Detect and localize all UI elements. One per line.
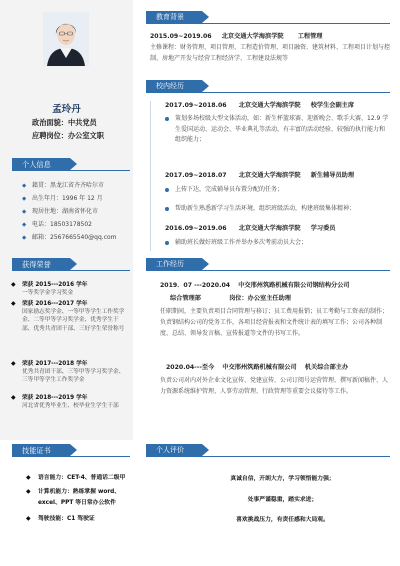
work-company: 中交邢州筑路机械有限公司 — [222, 364, 297, 371]
bullet-dot-icon — [165, 241, 169, 245]
info-residence — [22, 206, 98, 215]
campus-point — [175, 238, 390, 249]
section-divider — [146, 23, 390, 24]
info-email-text: 邮箱：2567665540@qq.com — [32, 234, 117, 241]
work-entry-subheader — [170, 293, 291, 302]
bullet-dot-icon — [165, 188, 169, 192]
diamond-bullet-icon: ◆ — [26, 474, 31, 481]
info-birth — [22, 193, 103, 202]
skill-text: 计算机能力：熟练掌握 word、excel、PPT 等日常办公软件 — [38, 489, 121, 506]
work-entry-header — [160, 280, 350, 289]
calendar-icon: ◆ — [22, 196, 27, 202]
political-value: 中共党员 — [67, 118, 97, 127]
pin-icon: ◆ — [22, 183, 27, 189]
award-item — [11, 394, 130, 410]
section-divider — [12, 456, 130, 457]
education-header — [150, 31, 323, 40]
political-status — [32, 118, 97, 128]
skill-item — [26, 487, 133, 508]
award-detail: 国家励志奖学金、一等甲等学生工作奖学金、二等甲等学习奖学金、优秀学生干部、优秀共青团干部、三好学生荣誉称号 — [22, 309, 125, 332]
position-label: 应聘岗位： — [32, 131, 68, 140]
diamond-bullet-icon: ◆ — [11, 360, 16, 367]
section-divider — [12, 270, 130, 271]
campus-entry-header — [165, 170, 354, 179]
mail-icon: ◆ — [22, 235, 27, 241]
political-label: 政治面貌： — [32, 118, 68, 127]
campus-entry-header — [165, 100, 354, 109]
campus-point-text: 帮助新生熟悉新学习生活环境，组织班级活动，构建班级集体精神； — [175, 205, 356, 212]
work-description: 任职期间，主要负责项目合同管理与移订；员工费用报销；员工考勤与工资表的制作；负责钢结构公司的党务工作，各项目经营报表和文件统计表的填写工作；公司各种制度、总结、领导发言稿、宣传报道等文件的书写工作。 — [160, 308, 389, 337]
award-item — [11, 360, 130, 385]
campus-org: 北京交通大学海滨学院 — [238, 225, 301, 232]
work-role: 岗位：办公室主任助理 — [229, 295, 291, 302]
award-item — [11, 281, 130, 297]
section-title-evaluation: 个人评价 — [146, 444, 202, 456]
work-period: 2020.04---至今 — [166, 364, 215, 371]
phone-icon: ◆ — [22, 222, 27, 228]
section-title-work: 工作经历 — [146, 258, 202, 270]
campus-org: 北京交通大学海滨学院 — [238, 102, 301, 109]
work-description: 负责公司对内对外企业文化宣传、党建宣传、公司订阅号运营管理、撰写新闻稿件、人力资源系统维护管理、人事劳动管理、行政管理等重要会议接待等工作。 — [160, 377, 389, 395]
bullet-dot-icon — [165, 117, 169, 121]
award-year: 荣获 2016---2017 学年 — [22, 301, 88, 307]
award-year: 荣获 2015---2016 学年 — [22, 282, 88, 288]
education-period: 2015.09~2019.06 — [150, 33, 212, 40]
evaluation-line: 喜欢挑战压力，有责任感和大局观。 — [236, 517, 329, 523]
campus-point-text: 上传下达，完成辅导员布置分配的任务； — [175, 186, 284, 193]
campus-role: 学习委员 — [310, 225, 336, 232]
section-divider — [12, 170, 130, 171]
work-entry-header — [166, 362, 348, 371]
award-detail: 优秀共青团干部、三等甲等学习奖学金、三等甲等学生工作奖学金 — [22, 369, 125, 384]
section-title-personal: 个人信息 — [12, 158, 70, 171]
evaluation-line: 真诚自信，开朗大方，学习领悟能力强； — [230, 476, 335, 482]
campus-role: 校学生会副主席 — [310, 102, 355, 109]
award-item — [11, 300, 130, 333]
info-hometown-text: 籍贯：黑龙江省齐齐哈尔市 — [32, 182, 105, 189]
section-title-education: 教育背景 — [146, 11, 202, 23]
education-major: 工程管理 — [297, 33, 323, 40]
diamond-bullet-icon: ◆ — [26, 515, 31, 522]
applied-position — [32, 131, 104, 141]
section-divider — [146, 270, 390, 271]
skill-text: 驾驶技能：C1 驾驶证 — [38, 516, 95, 522]
evaluation-line: 处事严谨稳重，踏实求进； — [247, 497, 318, 503]
section-divider — [146, 456, 390, 457]
campus-period: 2017.09~2018.07 — [165, 172, 227, 179]
info-email — [22, 232, 117, 241]
work-company: 中交邢州筑路机械有限公司钢结构分公司 — [238, 282, 350, 289]
home-icon: ◆ — [22, 209, 27, 215]
campus-point — [175, 114, 390, 146]
timeline-line — [150, 101, 151, 251]
education-school: 北京交通大学海滨学院 — [221, 33, 284, 40]
position-value: 办公室文职 — [67, 131, 104, 140]
education-courses: 主修课程：财务管理、项目管理、工程造价管理、项目融资、建筑材料、工程项目计划与控制、房地产开发与经营工程经济学、工程建设法规等 — [150, 44, 391, 62]
section-title-campus: 校内经历 — [146, 80, 202, 92]
award-year: 荣获 2017---2018 学年 — [22, 361, 88, 367]
campus-point-text: 辅助班长做好班级工作并举办多次考前动员大会； — [175, 239, 308, 246]
skill-item — [26, 514, 133, 525]
diamond-bullet-icon: ◆ — [11, 300, 16, 307]
campus-point-text: 策划多场校级大型文体活动，如：新生杯篮球赛、迎新晚会、歌手大赛、12.9 学生爱国运动、运动会、毕业典礼等活动，有丰富的活动经验、较强的执行能力和组织能力； — [175, 115, 389, 143]
campus-point — [175, 185, 390, 196]
info-hometown — [22, 180, 104, 189]
campus-period: 2017.09~2018.06 — [165, 102, 227, 109]
work-dept: 机关综合部主办 — [304, 364, 349, 371]
skill-text: 语言能力：CET-4、普通话二级甲 — [38, 475, 126, 481]
section-title-skills: 技能证书 — [12, 444, 70, 457]
award-detail: 一等奖学金学习奖金 — [22, 290, 74, 297]
candidate-name: 孟玲丹 — [52, 104, 81, 115]
section-divider — [146, 92, 390, 93]
skill-item — [26, 473, 133, 484]
work-period: 2019．07 ---2020.04 — [160, 282, 231, 289]
campus-org: 北京交通大学海滨学院 — [238, 172, 301, 179]
diamond-bullet-icon: ◆ — [11, 394, 16, 401]
info-residence-text: 现居住地：湖南省怀化市 — [32, 208, 99, 215]
section-title-awards: 获得荣誉 — [12, 258, 70, 271]
award-year: 荣获 2018---2019 学年 — [22, 395, 88, 401]
info-phone-text: 电话：18503178502 — [32, 221, 92, 228]
campus-point — [175, 204, 390, 215]
campus-period: 2016.09~2019.06 — [165, 225, 227, 232]
work-dept: 综合管理部 — [170, 295, 201, 302]
info-birth-text: 出生年月：1996 年 12 月 — [32, 195, 103, 202]
left-sidebar — [0, 0, 133, 440]
diamond-bullet-icon: ◆ — [11, 281, 16, 288]
diamond-bullet-icon: ◆ — [26, 488, 31, 495]
award-detail: 河北省优秀毕业生、校毕业生学生干部 — [22, 403, 119, 410]
info-phone — [22, 219, 92, 228]
campus-role: 新生辅导员助理 — [310, 172, 355, 179]
profile-photo — [43, 12, 89, 66]
campus-entry-header — [165, 223, 336, 232]
bullet-dot-icon — [165, 207, 169, 211]
